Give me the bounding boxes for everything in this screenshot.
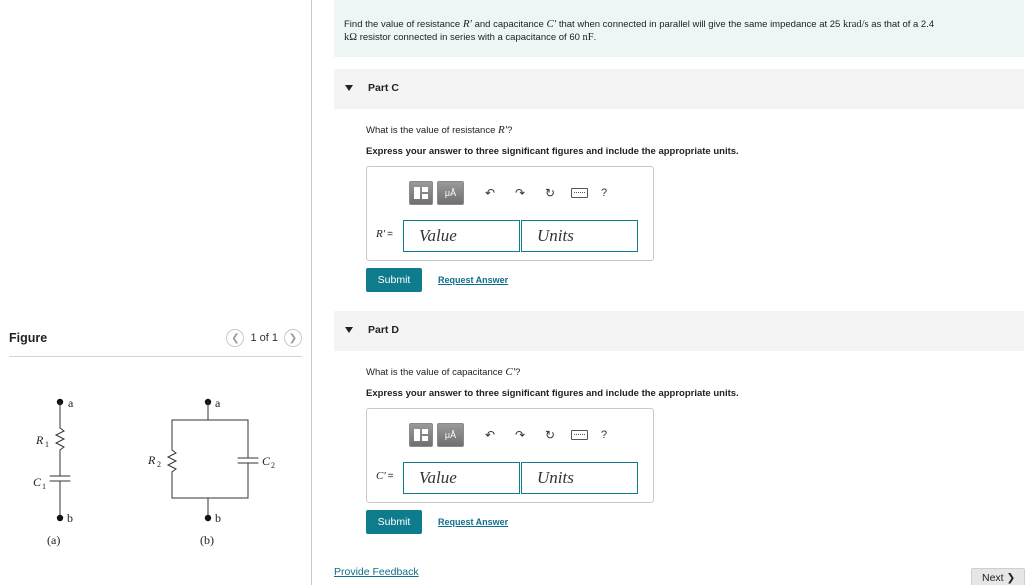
part-d-header[interactable] xyxy=(334,311,1024,351)
provide-feedback-link[interactable]: Provide Feedback xyxy=(334,566,419,578)
part-c-units-input[interactable]: Units xyxy=(521,220,638,252)
problem-text: and capacitance xyxy=(471,19,547,30)
keyboard-icon[interactable] xyxy=(571,188,588,198)
terminal-b xyxy=(57,515,63,521)
templates-icon[interactable] xyxy=(409,181,433,205)
templates-icon[interactable] xyxy=(409,423,433,447)
part-c-answer-box xyxy=(366,166,654,261)
caret-down-icon[interactable] xyxy=(345,85,353,91)
next-figure-button[interactable]: ❯ xyxy=(284,329,302,347)
part-d-title: Part D xyxy=(368,324,399,336)
help-icon[interactable]: ? xyxy=(601,187,608,199)
figure-panel xyxy=(0,0,312,585)
part-d-request-answer-link[interactable]: Request Answer xyxy=(438,517,509,527)
label-b: b xyxy=(67,511,73,525)
units-symbol-button[interactable]: μÅ xyxy=(437,423,464,447)
problem-statement xyxy=(334,0,1024,57)
circuit-b xyxy=(147,396,275,547)
question-text: What is the value of resistance xyxy=(366,125,499,136)
variable-symbol: R′ xyxy=(376,228,386,240)
problem-unit-krad: krad/s xyxy=(842,19,869,30)
label-c2-sub: 2 xyxy=(271,461,275,470)
question-end: ? xyxy=(507,125,513,136)
part-d-units-input[interactable]: Units xyxy=(521,462,638,494)
circuit-a xyxy=(33,396,74,547)
label-r1-sub: 1 xyxy=(45,440,49,449)
figure-header xyxy=(9,331,302,357)
question-symbol: R′ xyxy=(498,124,508,136)
prev-figure-button[interactable]: ❮ xyxy=(226,329,244,347)
problem-unit-nf: nF xyxy=(582,32,594,43)
label-a2: a xyxy=(215,396,221,410)
part-d-question xyxy=(366,366,520,378)
label-b2: b xyxy=(215,511,221,525)
part-c-value-input[interactable]: Value xyxy=(403,220,520,252)
next-button[interactable]: Next ❯ xyxy=(971,568,1025,585)
part-c-submit-button[interactable]: Submit xyxy=(366,268,422,292)
figure-pager xyxy=(226,329,302,347)
label-r2-sub: 2 xyxy=(157,460,161,469)
label-a: a xyxy=(68,396,74,410)
problem-unit-kohm: kΩ xyxy=(344,32,358,43)
reset-icon[interactable]: ↻ xyxy=(544,186,556,200)
part-d-submit-button[interactable]: Submit xyxy=(366,510,422,534)
label-r1: R xyxy=(36,433,44,447)
redo-icon[interactable]: ↷ xyxy=(514,186,526,200)
reset-icon[interactable]: ↻ xyxy=(544,428,556,442)
problem-text: Find the value of resistance xyxy=(344,19,463,30)
part-d-variable-label xyxy=(376,470,394,482)
label-r2: R xyxy=(148,453,156,467)
problem-text: that when connected in parallel will give the same impedance at 25 xyxy=(556,19,843,30)
problem-text: resistor connected in series with a capacitance of 60 xyxy=(357,32,583,43)
problem-text: as that of a 2.4 xyxy=(868,19,935,30)
part-c-request-answer-link[interactable]: Request Answer xyxy=(438,275,509,285)
part-c-variable-label xyxy=(376,228,393,240)
terminal-b2 xyxy=(205,515,211,521)
problem-text: . xyxy=(593,32,597,43)
redo-icon[interactable]: ↷ xyxy=(514,428,526,442)
pager-text: 1 of 1 xyxy=(250,332,278,344)
caption-b: (b) xyxy=(200,533,214,547)
main-content xyxy=(334,0,1029,585)
equals-sign: = xyxy=(387,229,393,240)
help-icon[interactable]: ? xyxy=(601,429,608,441)
part-d-answer-box xyxy=(366,408,654,503)
label-c1: C xyxy=(33,475,42,489)
caret-down-icon[interactable] xyxy=(345,327,353,333)
part-c-header[interactable] xyxy=(334,69,1024,109)
variable-symbol: C′ xyxy=(376,470,386,482)
question-end: ? xyxy=(515,367,521,378)
label-c1-sub: 1 xyxy=(42,482,46,491)
problem-c-symbol: C′ xyxy=(546,18,557,30)
part-d-value-input[interactable]: Value xyxy=(403,462,520,494)
part-c-title: Part C xyxy=(368,82,399,94)
problem-r-symbol: R′ xyxy=(462,18,472,30)
resistor-r2 xyxy=(168,450,176,472)
caption-a: (a) xyxy=(47,533,61,547)
units-symbol-button[interactable]: μÅ xyxy=(437,181,464,205)
question-text: What is the value of capacitance xyxy=(366,367,506,378)
part-c-toolbar xyxy=(409,180,607,206)
part-d-toolbar xyxy=(409,422,607,448)
label-c2: C xyxy=(262,454,271,468)
figure-title: Figure xyxy=(9,331,48,345)
part-c-instruction: Express your answer to three significant figures and include the appropriate units. xyxy=(366,146,739,157)
part-c-question xyxy=(366,124,512,136)
undo-icon[interactable]: ↶ xyxy=(484,428,496,442)
resistor-r1 xyxy=(56,428,64,450)
undo-icon[interactable]: ↶ xyxy=(484,186,496,200)
question-symbol: C′ xyxy=(505,366,516,378)
part-d-instruction: Express your answer to three significant figures and include the appropriate units. xyxy=(366,388,739,399)
equals-sign: = xyxy=(387,471,394,482)
keyboard-icon[interactable] xyxy=(571,430,588,440)
circuit-figure xyxy=(0,380,312,560)
